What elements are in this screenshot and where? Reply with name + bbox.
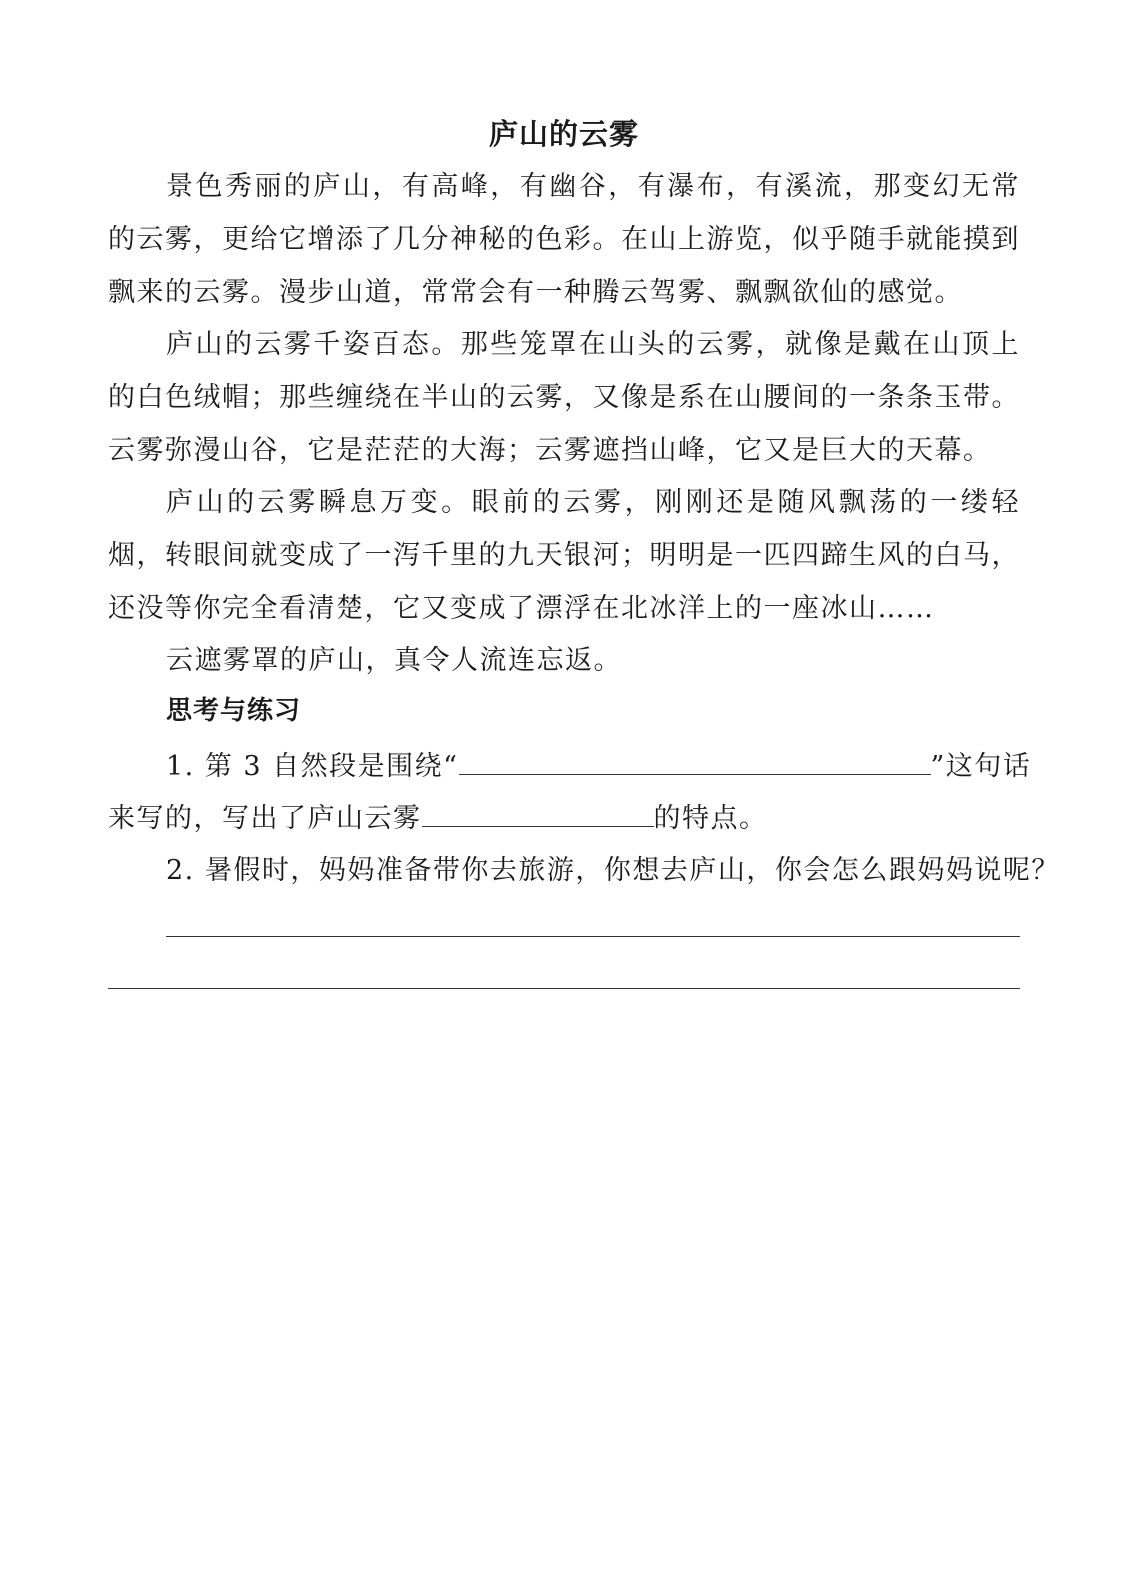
question-1-line-2 [108,792,768,845]
question-1-line2-prefix: 来写的，写出了庐山云雾 [108,803,422,834]
question-2: 2. 暑假时，妈妈准备带你去旅游，你想去庐山，你会怎么跟妈妈说呢？ [166,855,1060,886]
paragraph-2: 庐山的云雾千姿百态。那些笼罩在山头的云雾，就像是戴在山顶上的白色绒帽；那些缠绕在半山的云雾，又像是系在山腰间的一条条玉带。云雾弥漫山谷，它是茫茫的大海；云雾遮挡山峰，它又是巨大的天幕。 [108,329,1020,466]
exercise-heading: 思考与练习 [166,696,302,726]
paragraph-4: 云遮雾罩的庐山，真令人流连忘返。 [166,645,622,676]
answer-line-2[interactable] [108,988,1020,989]
question-1-middle: ”这句话 [930,751,1032,782]
question-1-blank-feature[interactable] [422,792,654,827]
question-1-line-1 [166,740,1031,793]
question-1-line2-suffix: 的特点。 [653,803,768,834]
paragraph-1: 景色秀丽的庐山，有高峰，有幽谷，有瀑布，有溪流，那变幻无常的云雾，更给它增添了几分神秘的色彩。在山上游览，似乎随手就能摸到飘来的云雾。漫步山道，常常会有一种腾云驾雾、飘飘欲仙的感觉。 [108,171,1020,308]
question-1-blank-sentence[interactable] [459,740,931,775]
answer-line-1[interactable] [166,936,1020,937]
document-title: 庐山的云雾 [488,117,639,151]
paragraph-3: 庐山的云雾瞬息万变。眼前的云雾，刚刚还是随风飘荡的一缕轻烟，转眼间就变成了一泻千里的九天银河；明明是一匹四蹄生风的白马，还没等你完全看清楚，它又变成了漂浮在北冰洋上的一座冰山…… [108,487,1020,624]
question-1-prefix: 1. 第 3 自然段是围绕“ [166,751,459,782]
